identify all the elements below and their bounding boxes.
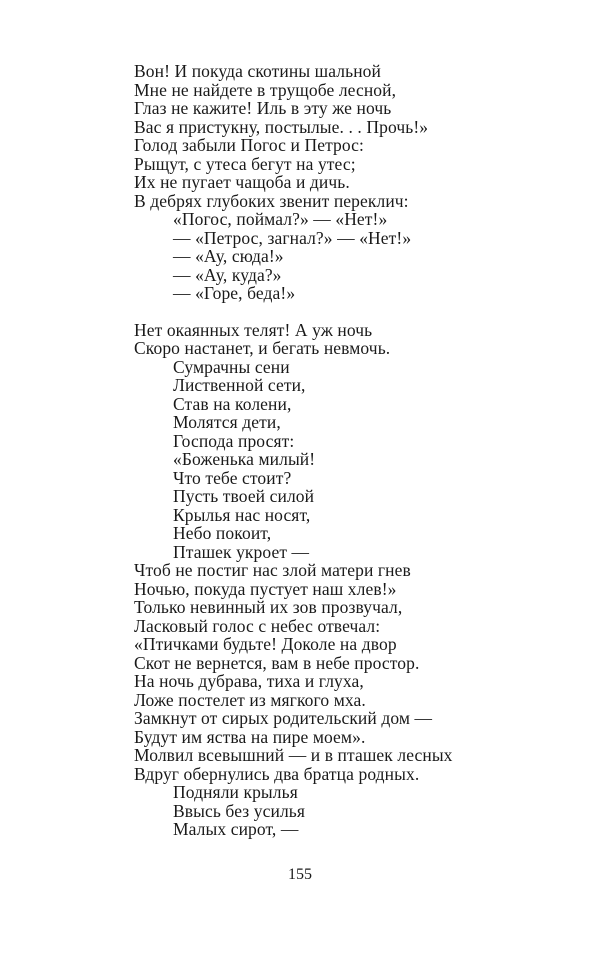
poem-line-indented: — «Петрос, загнал?» — «Нет!» [173, 227, 412, 248]
poem-line: Будут им яства на пире моем». [134, 726, 366, 747]
poem-line: Скоро настанет, и бегать невмочь. [134, 338, 391, 358]
poem-line: На ночь дубрава, тиха и глуха, [134, 671, 364, 691]
poem-line: Замкнут от сирых родительский дом — [134, 708, 433, 728]
poem-line: Ночью, покуда пустует наш хлев!» [134, 578, 397, 599]
poem-line-indented: Крылья нас носят, [173, 504, 311, 525]
poem-line-indented: Ввысь без усилья [173, 800, 306, 821]
poem-line: Ласковый голос с небес отвечал: [134, 615, 381, 636]
stanza-1 [134, 62, 574, 303]
poem-line: В дебрях глубоких звенит переклич: [134, 190, 409, 211]
poem-line-indented: — «Ау, куда?» [173, 264, 282, 285]
poem-line-indented: — «Ау, сюда!» [173, 246, 284, 266]
poem-line-indented: «Погос, поймал?» — «Нет!» [173, 209, 388, 229]
stanza-gap [134, 303, 574, 321]
poem-line: Рыщут, с утеса бегут на утес; [134, 153, 356, 174]
poem-line-indented: Сумрачны сени [173, 356, 290, 377]
poem-line: Ложе постелет из мягкого мха. [134, 689, 366, 710]
poem-line: Нет окаянных телят! А уж ночь [134, 319, 373, 340]
poem-line: Только невинный их зов прозвучал, [134, 597, 403, 617]
poem-line: Молвил всевышний — и в пташек лесных [134, 745, 453, 765]
poem-line-indented: Пташек укроет — [173, 541, 310, 562]
poem-line: Вдруг обернулись два братца родных. [134, 763, 420, 784]
poem-line: Чтоб не постиг нас злой матери гнев [134, 560, 411, 580]
poem-line-indented: — «Горе, беда!» [173, 283, 296, 303]
poem-line-indented: «Боженька милый! [173, 449, 316, 469]
poem-line-indented: Небо покоит, [173, 523, 272, 543]
poem-line: Голод забыли Погос и Петрос: [134, 135, 365, 155]
poem-line: Мне не найдете в трущобе лесной, [134, 79, 397, 100]
poem-line-indented: Подняли крылья [173, 782, 298, 802]
poem-line-indented: Молятся дети, [173, 412, 281, 432]
poem-line: Их не пугает чащоба и дичь. [134, 172, 350, 192]
poem-line: Вас я пристукну, постылые. . . Прочь!» [134, 116, 429, 137]
poem-line: «Птичками будьте! Доколе на двор [134, 634, 397, 654]
poem-line: Вон! И покуда скотины шальной [134, 61, 381, 81]
poem-line-indented: Что тебе стоит? [173, 467, 292, 488]
poem-line-indented: Господа просят: [173, 430, 295, 451]
poem-line: Скот не вернется, вам в небе простор. [134, 652, 420, 673]
stanza-2 [134, 321, 574, 839]
poem-line-indented: Лиственной сети, [173, 375, 306, 395]
page-number: 155 [288, 866, 312, 883]
poem-line-indented: Пусть твоей силой [173, 486, 315, 506]
poem-page [134, 62, 574, 839]
poem-line-indented: Став на колени, [173, 393, 292, 414]
poem-line-indented: Малых сирот, — [173, 819, 299, 839]
poem-line: Глаз не кажите! Иль в эту же ночь [134, 98, 392, 118]
